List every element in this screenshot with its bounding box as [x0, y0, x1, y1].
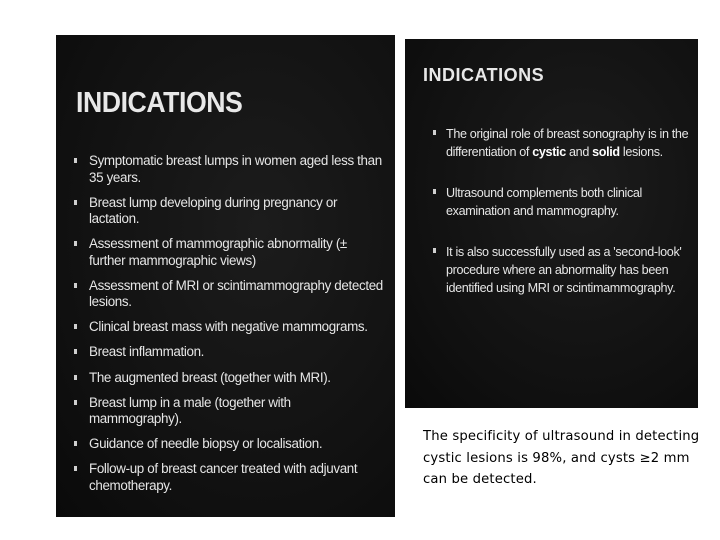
- list-item-text: It is also successfully used as a 'second-look' procedure where an abnormality has been identified using MRI or scintimammography.: [446, 245, 682, 295]
- list-item-text: Follow-up of breast cancer treated with adjuvant chemotherapy.: [89, 461, 358, 493]
- list-item-text: Breast inflammation.: [89, 344, 205, 360]
- list-item-text: Symptomatic breast lumps in women aged less than 35 years.: [89, 153, 382, 185]
- left-indications-list: [70, 153, 385, 503]
- list-item: [70, 370, 385, 387]
- bullet-icon: [74, 441, 77, 446]
- list-item-text-before: The original role of breast sonography is in the differentiation of: [446, 127, 689, 159]
- list-item: [70, 319, 385, 336]
- bullet-icon: [74, 375, 77, 380]
- bullet-icon: [74, 349, 77, 354]
- bullet-icon: [74, 466, 77, 471]
- list-item-text: Guidance of needle biopsy or localisation.: [89, 436, 323, 452]
- list-item-text-after: lesions.: [619, 145, 663, 159]
- list-item-text: Assessment of mammographic abnormality (± further mammographic views): [89, 236, 347, 268]
- list-item: [70, 344, 385, 361]
- bullet-icon: [74, 324, 77, 329]
- list-item-text: The augmented breast (together with MRI).: [89, 369, 331, 385]
- bullet-icon: [433, 189, 436, 194]
- list-item: [433, 184, 695, 220]
- right-panel-title: INDICATIONS: [423, 65, 545, 85]
- right-indications-list: [433, 125, 695, 320]
- highlight-solid: solid: [592, 145, 620, 159]
- list-item-text: Clinical breast mass with negative mammograms.: [89, 319, 368, 335]
- list-item: [70, 195, 385, 228]
- list-item: [70, 153, 385, 186]
- bullet-icon: [74, 158, 77, 163]
- bullet-icon: [74, 241, 77, 246]
- list-item: [70, 461, 385, 494]
- left-panel-title: INDICATIONS: [76, 87, 243, 119]
- bullet-icon: [74, 283, 77, 288]
- highlight-cystic: cystic: [532, 145, 566, 159]
- list-item-text-mid: and: [565, 145, 593, 159]
- bullet-icon: [74, 200, 77, 205]
- list-item: [433, 243, 695, 297]
- bullet-icon: [74, 400, 77, 405]
- bullet-icon: [433, 130, 436, 135]
- right-slide-image: [405, 39, 698, 408]
- list-item-text: Ultrasound complements both clinical examination and mammography.: [446, 186, 642, 218]
- list-item: [70, 395, 385, 428]
- list-item: [70, 236, 385, 269]
- caption-text: The specificity of ultrasound in detecting cystic lesions is 98%, and cysts ≥2 mm can be detected.: [423, 429, 700, 487]
- list-item: [433, 125, 695, 161]
- list-item-text: Assessment of MRI or scintimammography detected lesions.: [89, 277, 383, 310]
- left-slide-image: [56, 35, 395, 517]
- list-item: [70, 436, 385, 453]
- list-item-text: Breast lump developing during pregnancy or lactation.: [89, 194, 338, 227]
- bullet-icon: [433, 248, 436, 253]
- list-item: [70, 278, 385, 311]
- list-item-text: Breast lump in a male (together with mammography).: [89, 394, 291, 427]
